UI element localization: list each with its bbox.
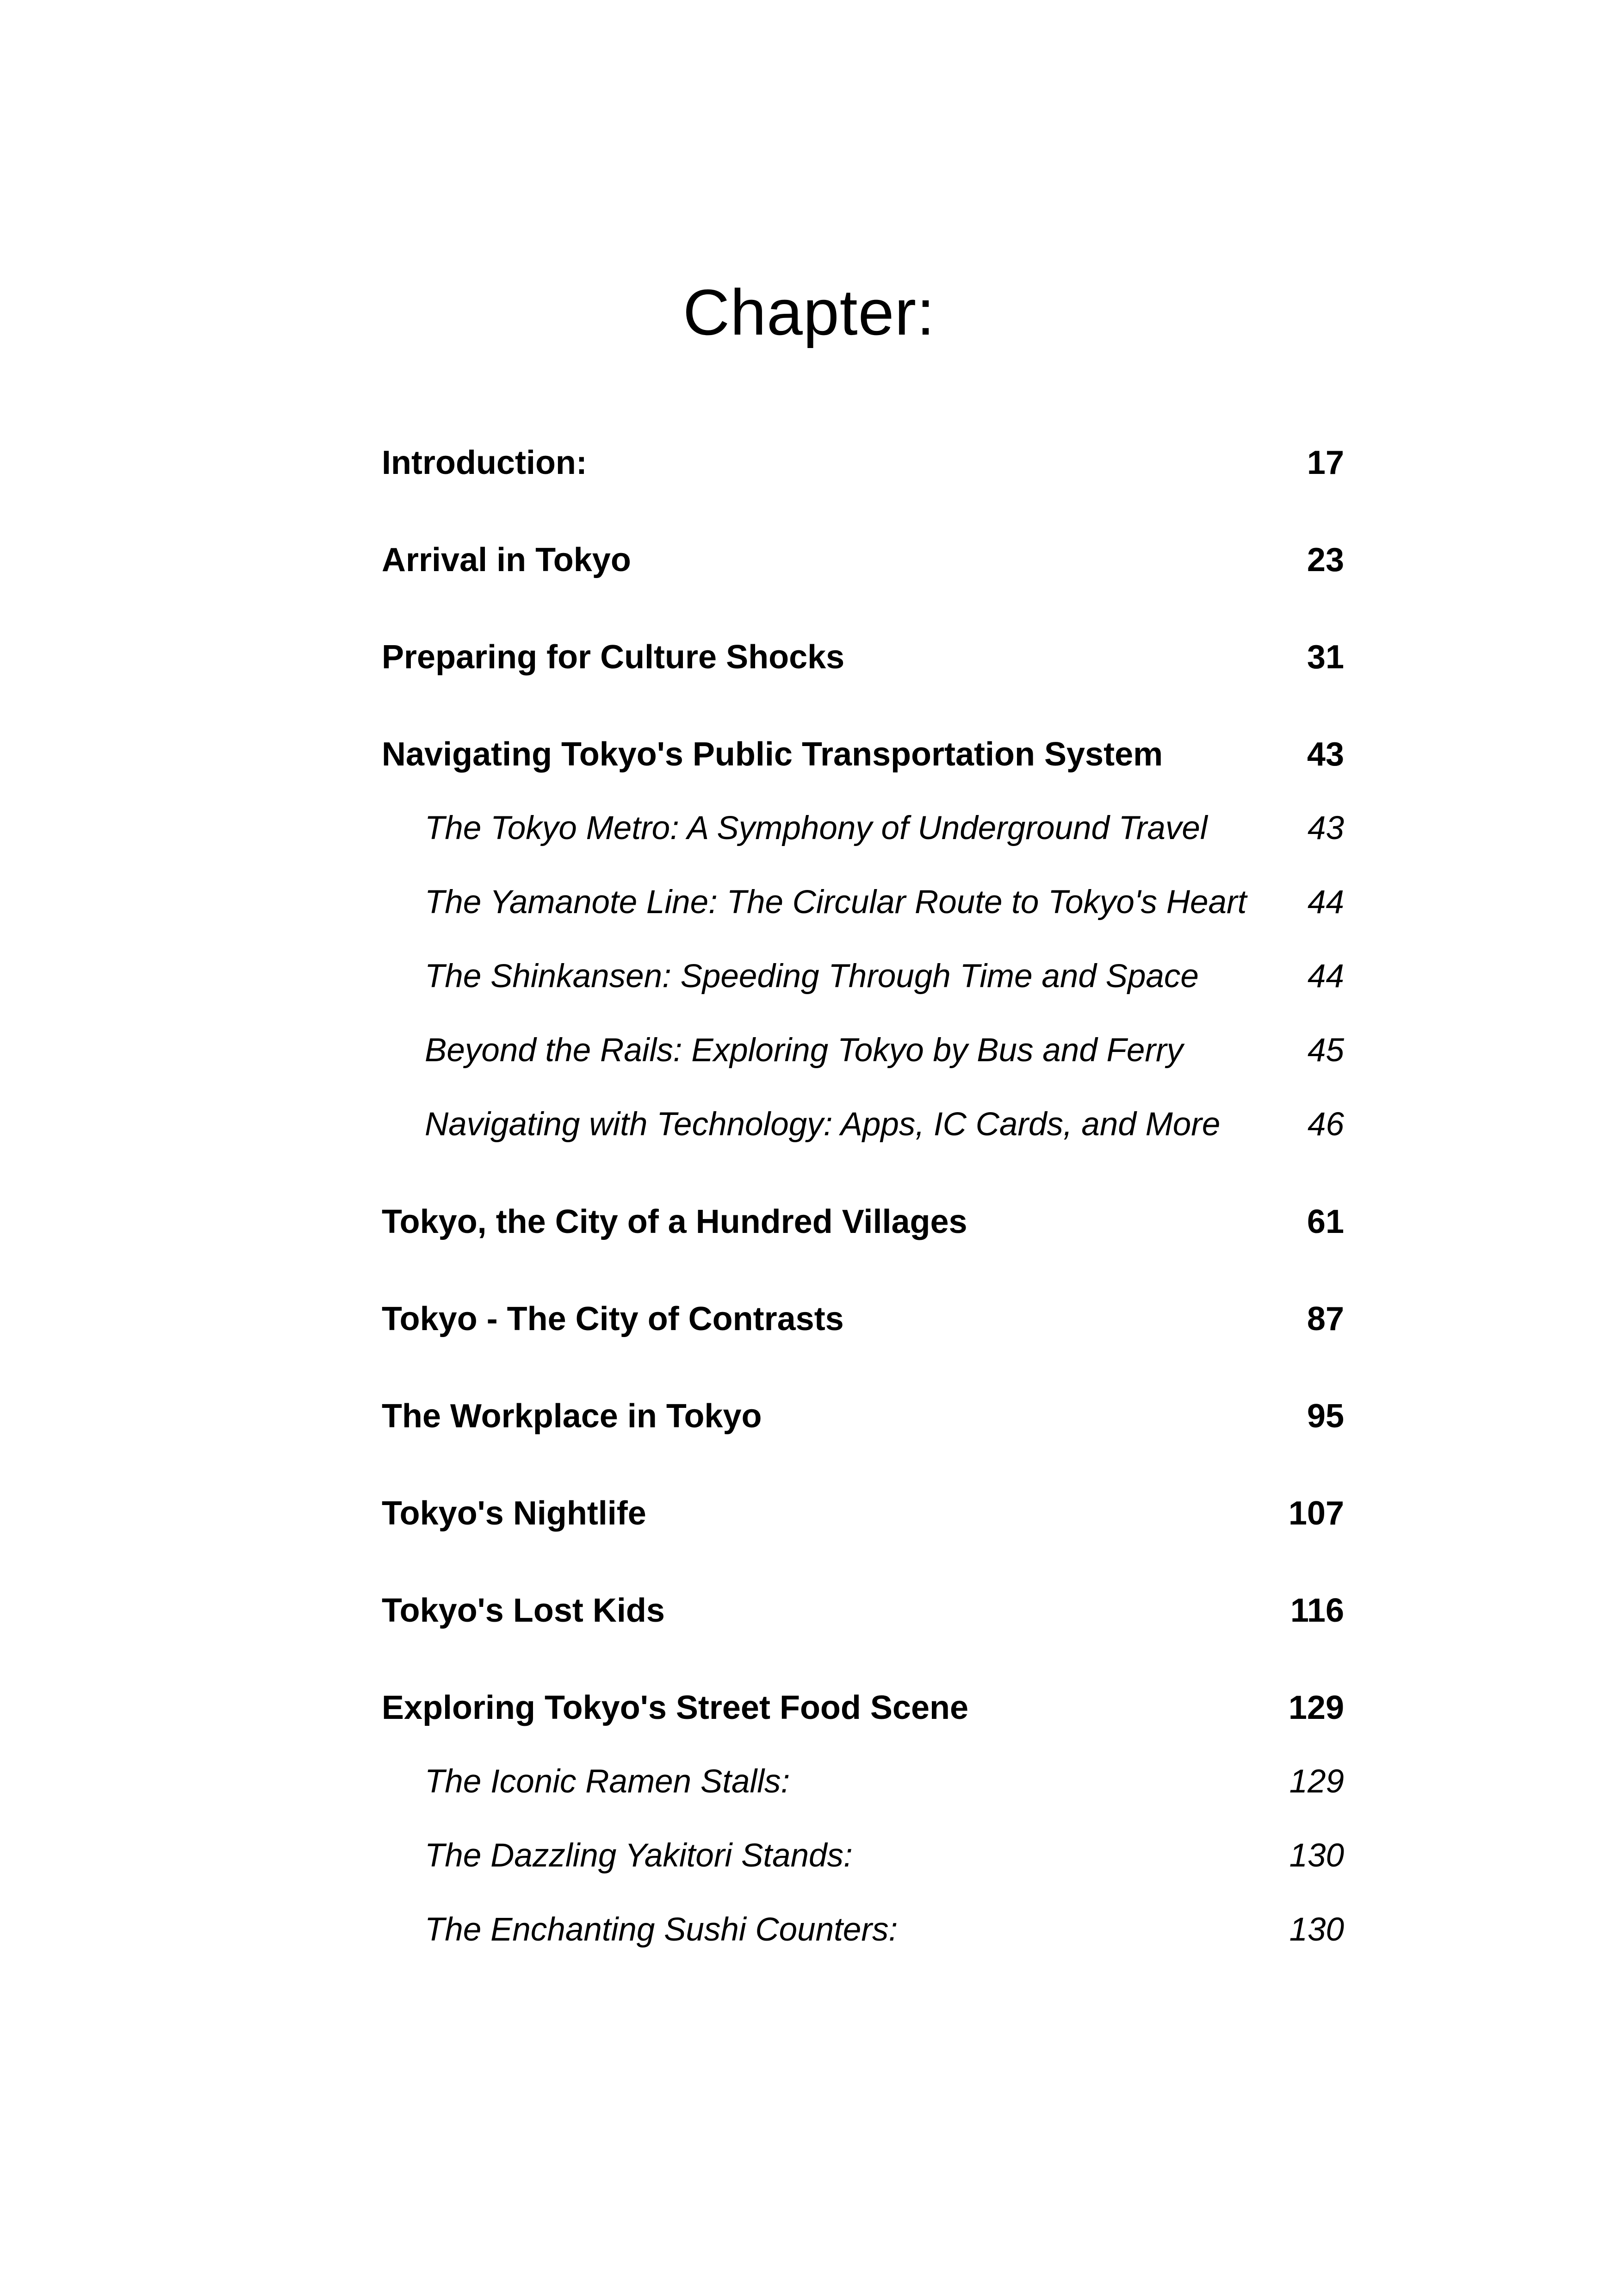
toc-entry-title: The Workplace in Tokyo	[382, 1398, 762, 1435]
toc-entry-title: Introduction:	[382, 444, 587, 481]
toc-entry[interactable]	[382, 1587, 1344, 1634]
toc-entry-title: Tokyo's Lost Kids	[382, 1592, 665, 1629]
toc-entry[interactable]	[382, 440, 1344, 486]
toc-subentry-page-number: 44	[1308, 958, 1344, 995]
toc-subentry-title: The Iconic Ramen Stalls:	[425, 1763, 790, 1800]
toc-subentry-page-number: 130	[1289, 1837, 1344, 1874]
toc-subentry-page-number: 46	[1308, 1106, 1344, 1143]
toc-entry-title: Tokyo - The City of Contrasts	[382, 1300, 844, 1338]
toc-subentry-page-number: 130	[1289, 1911, 1344, 1948]
toc-entry-page-number: 87	[1307, 1300, 1344, 1338]
toc-subentry-title: Navigating with Technology: Apps, IC Cards, and More	[425, 1106, 1221, 1143]
toc-subentry[interactable]	[382, 1027, 1344, 1074]
toc-entry-title: Navigating Tokyo's Public Transportation System	[382, 736, 1163, 773]
toc-entry-page-number: 17	[1307, 444, 1344, 481]
table-of-contents	[382, 440, 1344, 1981]
toc-subentry[interactable]	[382, 805, 1344, 852]
toc-entry-page-number: 129	[1288, 1689, 1344, 1726]
toc-subentry-page-number: 43	[1308, 810, 1344, 846]
toc-subentry-title: Beyond the Rails: Exploring Tokyo by Bus and Ferry	[425, 1032, 1184, 1069]
toc-subentry-page-number: 129	[1289, 1763, 1344, 1800]
toc-subentry[interactable]	[382, 1833, 1344, 1879]
toc-entry[interactable]	[382, 1490, 1344, 1537]
toc-subentry-title: The Shinkansen: Speeding Through Time and Space	[425, 958, 1199, 995]
toc-subentry-title: The Dazzling Yakitori Stands:	[425, 1837, 853, 1874]
toc-entry[interactable]	[382, 537, 1344, 583]
toc-entry[interactable]	[382, 1296, 1344, 1342]
toc-subentry[interactable]	[382, 1759, 1344, 1805]
toc-entry-page-number: 95	[1307, 1398, 1344, 1435]
toc-subentry[interactable]	[382, 879, 1344, 926]
toc-entry-title: Exploring Tokyo's Street Food Scene	[382, 1689, 969, 1726]
toc-entry-title: Arrival in Tokyo	[382, 541, 631, 579]
toc-subentry-page-number: 45	[1308, 1032, 1344, 1069]
toc-subentry[interactable]	[382, 1101, 1344, 1148]
toc-entry-page-number: 31	[1307, 639, 1344, 676]
toc-entry-title: Tokyo's Nightlife	[382, 1495, 646, 1532]
toc-entry[interactable]	[382, 1685, 1344, 1731]
toc-subentry-title: The Yamanote Line: The Circular Route to Tokyo's Heart	[425, 884, 1247, 921]
toc-entry-page-number: 61	[1307, 1203, 1344, 1240]
toc-entry-title: Tokyo, the City of a Hundred Villages	[382, 1203, 967, 1240]
toc-subentry-title: The Tokyo Metro: A Symphony of Underground Travel	[425, 810, 1208, 846]
toc-entry-page-number: 107	[1288, 1495, 1344, 1532]
toc-entry[interactable]	[382, 1393, 1344, 1439]
toc-subentry-title: The Enchanting Sushi Counters:	[425, 1911, 898, 1948]
toc-entry[interactable]	[382, 731, 1344, 778]
toc-entry-page-number: 116	[1290, 1592, 1344, 1629]
toc-entry-page-number: 23	[1307, 541, 1344, 579]
toc-entry-page-number: 43	[1307, 736, 1344, 773]
page-title: Chapter:	[683, 276, 935, 348]
toc-subentry-page-number: 44	[1308, 884, 1344, 921]
toc-subentry[interactable]	[382, 1907, 1344, 1953]
toc-entry-title: Preparing for Culture Shocks	[382, 639, 845, 676]
toc-entry[interactable]	[382, 1199, 1344, 1245]
toc-entry[interactable]	[382, 634, 1344, 680]
toc-subentry[interactable]	[382, 953, 1344, 1000]
